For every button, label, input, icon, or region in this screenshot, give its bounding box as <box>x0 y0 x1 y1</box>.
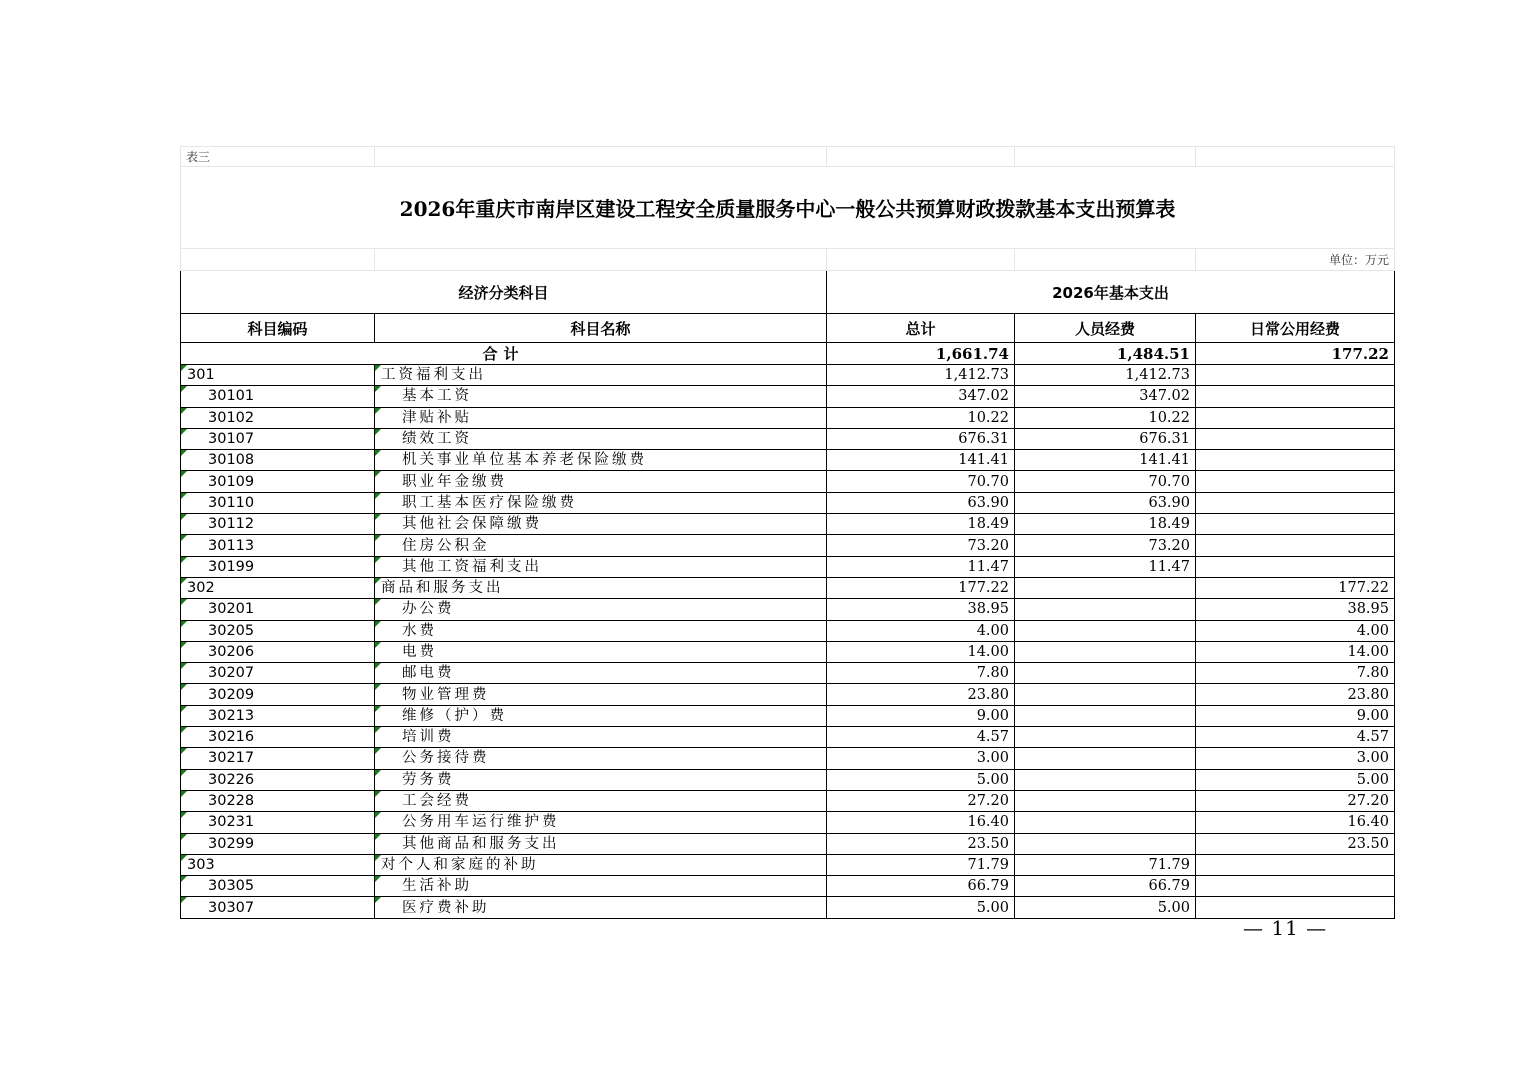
row-code: 30206 <box>181 641 375 662</box>
row-name: 维修（护）费 <box>375 705 827 726</box>
row-name: 其他工资福利支出 <box>375 556 827 577</box>
table-row <box>181 790 1395 811</box>
row-total: 18.49 <box>827 514 1015 535</box>
unit-label: 单位：万元 <box>1196 249 1395 271</box>
row-name: 机关事业单位基本养老保险缴费 <box>375 450 827 471</box>
row-personnel: 347.02 <box>1015 386 1196 407</box>
totals-total: 1,661.74 <box>827 343 1015 365</box>
row-public: 4.57 <box>1196 727 1395 748</box>
totals-personnel: 1,484.51 <box>1015 343 1196 365</box>
row-public: 177.22 <box>1196 577 1395 598</box>
row-total: 7.80 <box>827 663 1015 684</box>
header-economic-classification: 经济分类科目 <box>181 271 827 314</box>
row-code: 30213 <box>181 705 375 726</box>
row-code: 302 <box>181 577 375 598</box>
row-code: 30101 <box>181 386 375 407</box>
table-row <box>181 577 1395 598</box>
row-name: 基本工资 <box>375 386 827 407</box>
row-total: 5.00 <box>827 897 1015 918</box>
row-personnel <box>1015 769 1196 790</box>
table-row <box>181 535 1395 556</box>
row-public <box>1196 471 1395 492</box>
row-personnel <box>1015 577 1196 598</box>
row-personnel <box>1015 663 1196 684</box>
row-personnel <box>1015 705 1196 726</box>
row-name: 物业管理费 <box>375 684 827 705</box>
row-public: 27.20 <box>1196 790 1395 811</box>
row-name: 津贴补贴 <box>375 407 827 428</box>
table-row <box>181 876 1395 897</box>
row-total: 14.00 <box>827 641 1015 662</box>
row-name: 公务接待费 <box>375 748 827 769</box>
table-label: 表三 <box>181 147 375 167</box>
row-name: 邮电费 <box>375 663 827 684</box>
row-name: 劳务费 <box>375 769 827 790</box>
header-total: 总计 <box>827 314 1015 343</box>
row-total: 66.79 <box>827 876 1015 897</box>
row-code: 30228 <box>181 790 375 811</box>
table-row <box>181 854 1395 875</box>
row-code: 30217 <box>181 748 375 769</box>
row-total: 347.02 <box>827 386 1015 407</box>
table-row <box>181 492 1395 513</box>
row-total: 9.00 <box>827 705 1015 726</box>
row-personnel: 676.31 <box>1015 428 1196 449</box>
totals-row <box>181 343 1395 365</box>
table-row <box>181 663 1395 684</box>
row-total: 27.20 <box>827 790 1015 811</box>
row-total: 63.90 <box>827 492 1015 513</box>
row-public <box>1196 514 1395 535</box>
table-row <box>181 407 1395 428</box>
row-personnel: 63.90 <box>1015 492 1196 513</box>
row-name: 对个人和家庭的补助 <box>375 854 827 875</box>
row-code: 30307 <box>181 897 375 918</box>
row-public: 3.00 <box>1196 748 1395 769</box>
row-code: 30110 <box>181 492 375 513</box>
row-total: 71.79 <box>827 854 1015 875</box>
row-total: 11.47 <box>827 556 1015 577</box>
row-code: 30112 <box>181 514 375 535</box>
row-code: 30199 <box>181 556 375 577</box>
table-row <box>181 705 1395 726</box>
row-personnel: 10.22 <box>1015 407 1196 428</box>
row-total: 10.22 <box>827 407 1015 428</box>
row-personnel: 1,412.73 <box>1015 365 1196 386</box>
row-total: 4.57 <box>827 727 1015 748</box>
row-name: 商品和服务支出 <box>375 577 827 598</box>
row-name: 职工基本医疗保险缴费 <box>375 492 827 513</box>
row-name: 工资福利支出 <box>375 365 827 386</box>
row-total: 4.00 <box>827 620 1015 641</box>
row-total: 676.31 <box>827 428 1015 449</box>
row-personnel <box>1015 790 1196 811</box>
row-personnel: 5.00 <box>1015 897 1196 918</box>
row-public <box>1196 492 1395 513</box>
table-row <box>181 812 1395 833</box>
row-personnel: 71.79 <box>1015 854 1196 875</box>
budget-sheet <box>180 146 1394 919</box>
row-public <box>1196 556 1395 577</box>
table-row <box>181 833 1395 854</box>
table-row <box>181 620 1395 641</box>
header-personnel: 人员经费 <box>1015 314 1196 343</box>
row-personnel: 141.41 <box>1015 450 1196 471</box>
row-public <box>1196 535 1395 556</box>
row-total: 70.70 <box>827 471 1015 492</box>
row-public: 14.00 <box>1196 641 1395 662</box>
row-name: 医疗费补助 <box>375 897 827 918</box>
row-total: 1,412.73 <box>827 365 1015 386</box>
row-personnel <box>1015 833 1196 854</box>
table-row <box>181 556 1395 577</box>
row-code: 303 <box>181 854 375 875</box>
row-total: 23.80 <box>827 684 1015 705</box>
row-code: 30216 <box>181 727 375 748</box>
table-row <box>181 428 1395 449</box>
row-personnel: 18.49 <box>1015 514 1196 535</box>
table-row <box>181 365 1395 386</box>
row-code: 30231 <box>181 812 375 833</box>
row-code: 30305 <box>181 876 375 897</box>
row-personnel: 66.79 <box>1015 876 1196 897</box>
row-name: 住房公积金 <box>375 535 827 556</box>
row-code: 30109 <box>181 471 375 492</box>
table-row <box>181 897 1395 918</box>
table-row <box>181 514 1395 535</box>
row-total: 38.95 <box>827 599 1015 620</box>
row-code: 301 <box>181 365 375 386</box>
row-code: 30299 <box>181 833 375 854</box>
row-public <box>1196 428 1395 449</box>
table-row <box>181 684 1395 705</box>
row-total: 73.20 <box>827 535 1015 556</box>
row-code: 30205 <box>181 620 375 641</box>
row-name: 工会经费 <box>375 790 827 811</box>
row-public: 5.00 <box>1196 769 1395 790</box>
row-personnel <box>1015 812 1196 833</box>
row-code: 30201 <box>181 599 375 620</box>
row-personnel <box>1015 727 1196 748</box>
row-public <box>1196 854 1395 875</box>
row-name: 生活补助 <box>375 876 827 897</box>
row-public <box>1196 407 1395 428</box>
row-total: 3.00 <box>827 748 1015 769</box>
table-row <box>181 599 1395 620</box>
budget-table <box>180 146 1395 919</box>
row-name: 培训费 <box>375 727 827 748</box>
row-public: 9.00 <box>1196 705 1395 726</box>
table-row <box>181 727 1395 748</box>
row-public: 23.80 <box>1196 684 1395 705</box>
row-total: 177.22 <box>827 577 1015 598</box>
table-body <box>181 365 1395 919</box>
table-row <box>181 471 1395 492</box>
row-total: 23.50 <box>827 833 1015 854</box>
row-personnel <box>1015 641 1196 662</box>
row-total: 5.00 <box>827 769 1015 790</box>
row-public <box>1196 450 1395 471</box>
row-code: 30108 <box>181 450 375 471</box>
row-name: 水费 <box>375 620 827 641</box>
row-personnel <box>1015 684 1196 705</box>
table-row <box>181 450 1395 471</box>
row-personnel <box>1015 599 1196 620</box>
row-public: 38.95 <box>1196 599 1395 620</box>
row-code: 30113 <box>181 535 375 556</box>
page-number: — 11 — <box>1243 916 1328 940</box>
header-public: 日常公用经费 <box>1196 314 1395 343</box>
row-public: 16.40 <box>1196 812 1395 833</box>
row-personnel: 11.47 <box>1015 556 1196 577</box>
totals-public: 177.22 <box>1196 343 1395 365</box>
row-code: 30226 <box>181 769 375 790</box>
header-code: 科目编码 <box>181 314 375 343</box>
row-code: 30209 <box>181 684 375 705</box>
row-public <box>1196 386 1395 407</box>
row-public: 23.50 <box>1196 833 1395 854</box>
row-public <box>1196 876 1395 897</box>
row-personnel: 70.70 <box>1015 471 1196 492</box>
header-name: 科目名称 <box>375 314 827 343</box>
row-name: 职业年金缴费 <box>375 471 827 492</box>
totals-label: 合计 <box>181 343 827 365</box>
row-code: 30207 <box>181 663 375 684</box>
row-public: 4.00 <box>1196 620 1395 641</box>
row-personnel <box>1015 620 1196 641</box>
table-row <box>181 641 1395 662</box>
row-name: 公务用车运行维护费 <box>375 812 827 833</box>
row-name: 电费 <box>375 641 827 662</box>
row-code: 30107 <box>181 428 375 449</box>
table-row <box>181 386 1395 407</box>
row-public <box>1196 365 1395 386</box>
row-name: 其他商品和服务支出 <box>375 833 827 854</box>
row-total: 16.40 <box>827 812 1015 833</box>
row-personnel: 73.20 <box>1015 535 1196 556</box>
row-name: 绩效工资 <box>375 428 827 449</box>
row-total: 141.41 <box>827 450 1015 471</box>
row-public: 7.80 <box>1196 663 1395 684</box>
row-code: 30102 <box>181 407 375 428</box>
table-row <box>181 769 1395 790</box>
row-name: 办公费 <box>375 599 827 620</box>
row-personnel <box>1015 748 1196 769</box>
header-basic-expenditure: 2026年基本支出 <box>827 271 1395 314</box>
row-name: 其他社会保障缴费 <box>375 514 827 535</box>
table-row <box>181 748 1395 769</box>
page-title: 2026年重庆市南岸区建设工程安全质量服务中心一般公共预算财政拨款基本支出预算表 <box>181 167 1395 249</box>
